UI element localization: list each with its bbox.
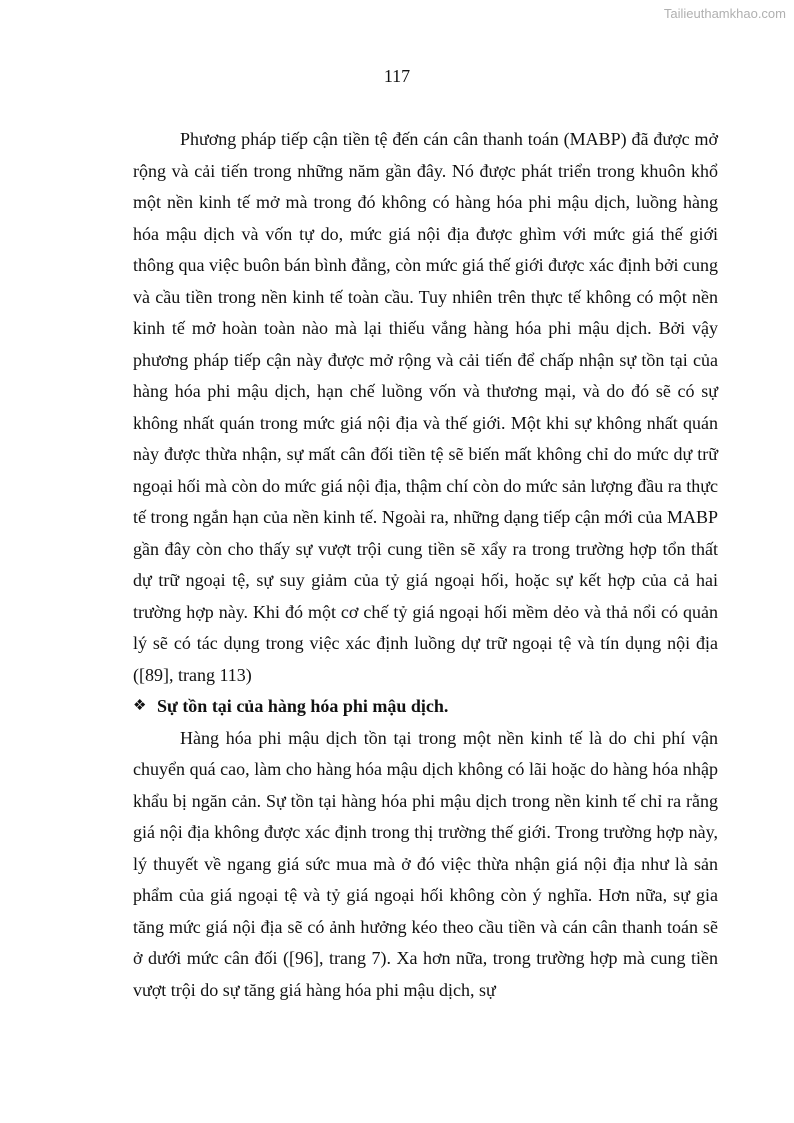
diamond-bullet-icon: ❖ (133, 698, 147, 714)
document-body (133, 124, 718, 1006)
watermark: Tailieuthamkhao.com (663, 6, 786, 21)
page-number: 117 (383, 66, 411, 86)
section-heading (133, 691, 718, 723)
paragraph: Hàng hóa phi mậu dịch tồn tại trong một nền kinh tế là do chi phí vận chuyển quá cao, làm cho hàng hóa mậu dịch không có lãi hoặc do hàng hóa nhập khẩu bị ngăn cản. Sự tồn tại hàng hóa phi mậu dịch trong nền kinh tế chỉ ra rằng giá nội địa không được xác định trong thị trường thế giới. Trong trường hợp này, lý thuyết về ngang giá sức mua mà ở đó việc thừa nhận giá nội địa như là sản phẩm của giá ngoại tệ và tỷ giá ngoại hối không còn ý nghĩa. Hơn nữa, sự gia tăng mức giá nội địa sẽ có ảnh hưởng kéo theo cầu tiền và cán cân thanh toán sẽ ở dưới mức cân đối ([96], trang 7). Xa hơn nữa, trong trường hợp mà cung tiền vượt trội do sự tăng giá hàng hóa phi mậu dịch, sự (133, 727, 718, 1000)
section-heading-text: Sự tồn tại của hàng hóa phi mậu dịch. (157, 696, 449, 716)
paragraph: Phương pháp tiếp cận tiền tệ đến cán cân thanh toán (MABP) đã được mở rộng và cải tiến trong những năm gần đây. Nó được phát triển trong khuôn khổ một nền kinh tế mở mà trong đó không có hàng hóa phi mậu dịch, luồng hàng hóa mậu dịch và vốn tự do, mức giá nội địa được ghìm với mức giá thế giới thông qua việc buôn bán bình đẳng, còn mức giá thế giới được xác định bởi cung và cầu tiền trong nền kinh tế toàn cầu. Tuy nhiên trên thực tế không có một nền kinh tế mở hoàn toàn nào mà lại thiếu vắng hàng hóa phi mậu dịch. Bởi vậy phương pháp tiếp cận này được mở rộng và cải tiến để chấp nhận sự tồn tại của hàng hóa phi mậu dịch, hạn chế luồng vốn và thương mại, và do đó sẽ có sự không nhất quán trong mức giá nội địa và thế giới. Một khi sự không nhất quán này được thừa nhận, sự mất cân đối tiền tệ sẽ biến mất không chỉ do mức dự trữ ngoại hối mà còn do mức giá nội địa, thậm chí còn do mức sản lượng đầu ra thực tế trong ngắn hạn của nền kinh tế. Ngoài ra, những dạng tiếp cận mới của MABP gần đây còn cho thấy sự vượt trội cung tiền sẽ xẩy ra trong trường hợp tổn thất dự trữ ngoại tệ, sự suy giảm của tỷ giá ngoại hối, hoặc sự kết hợp của cả hai trường hợp này. Khi đó một cơ chế tỷ giá ngoại hối mềm dẻo và thả nổi có quản lý sẽ có tác dụng trong việc xác định luồng dự trữ ngoại tệ và tín dụng nội địa ([89], trang 113) (133, 129, 718, 685)
